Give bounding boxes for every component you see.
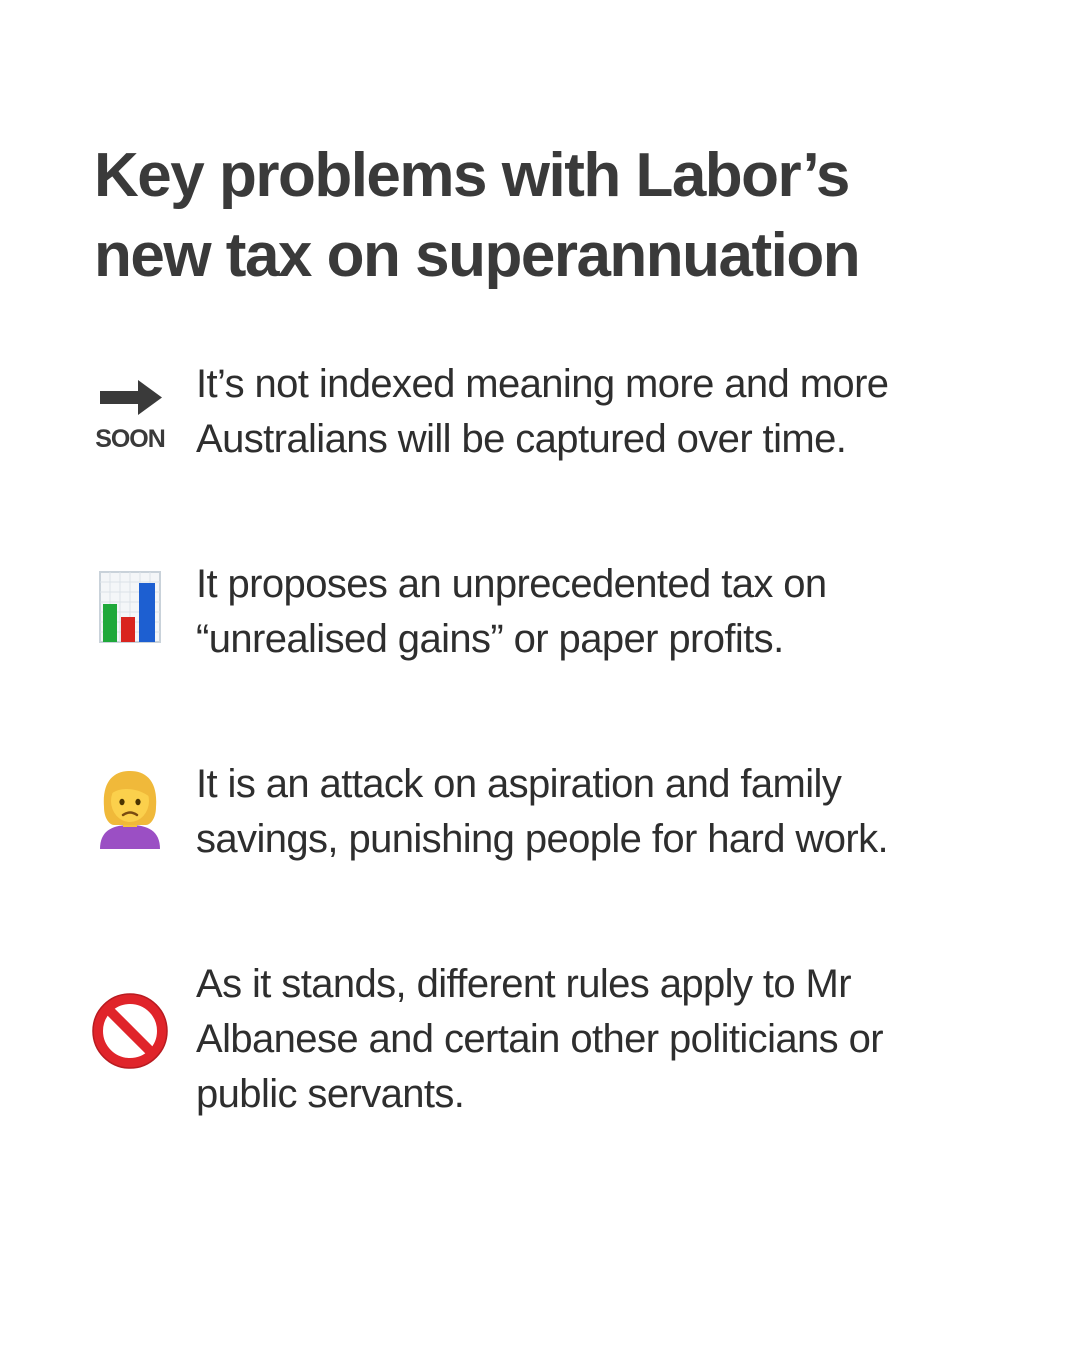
item-text: It is an attack on aspiration and family savings, punishing people for hard work.	[196, 762, 888, 861]
list-item	[90, 557, 990, 717]
soon-arrow-icon	[90, 371, 170, 451]
bar-chart-icon	[90, 569, 170, 649]
list-item	[90, 357, 990, 517]
page-title-line-1: Key problems with Labor’s	[94, 141, 849, 210]
item-text: As it stands, different rules apply to Mr Albanese and certain other politicians or public servants.	[196, 962, 883, 1116]
frowning-woman-icon	[90, 767, 170, 847]
page-title	[94, 136, 1014, 296]
list-item	[90, 757, 990, 917]
item-text: It proposes an unprecedented tax on “unrealised gains” or paper profits.	[196, 562, 827, 661]
list-item	[90, 957, 990, 1117]
prohibited-icon	[90, 991, 170, 1071]
page-title-line-2: new tax on superannuation	[94, 221, 860, 290]
item-text: It’s not indexed meaning more and more Australians will be captured over time.	[196, 362, 889, 461]
soon-label: SOON	[95, 425, 165, 451]
